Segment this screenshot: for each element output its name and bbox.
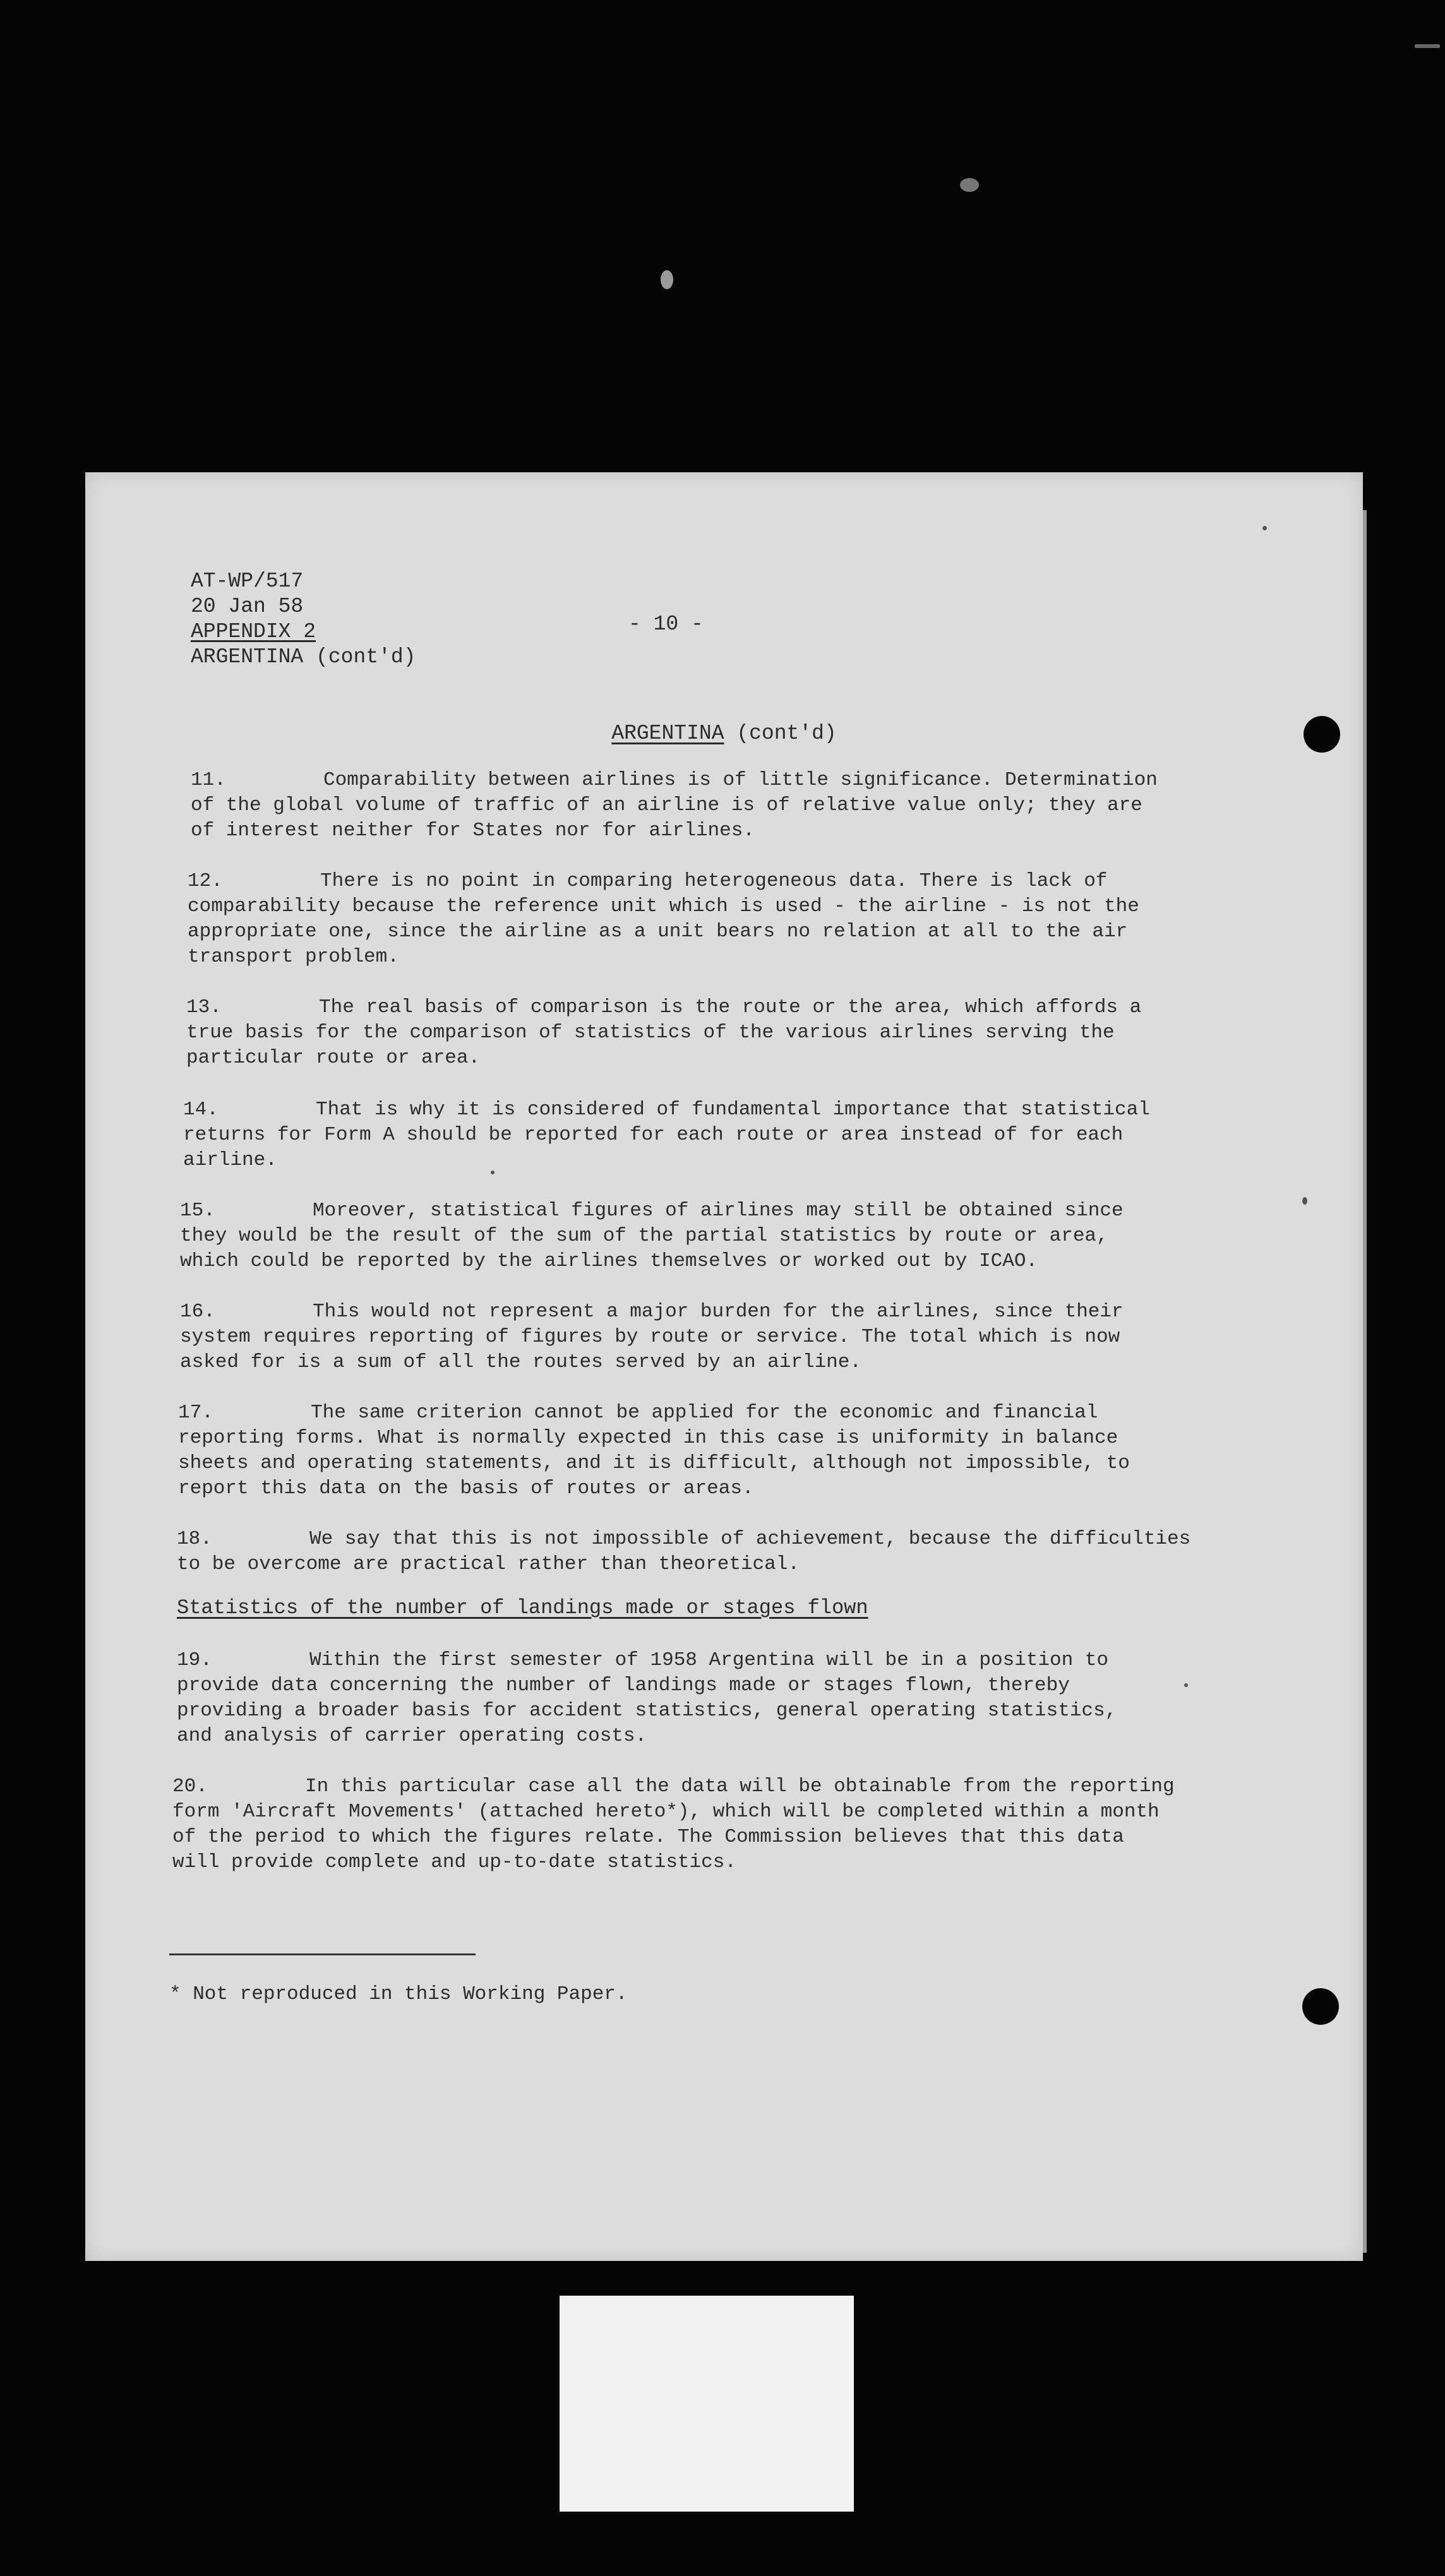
paragraph-number: 15.	[180, 1200, 215, 1222]
paragraph-number: 18.	[177, 1528, 212, 1550]
paragraph-number: 20.	[172, 1775, 208, 1798]
section-title	[85, 722, 1363, 745]
footnote: * Not reproduced in this Working Paper.	[169, 1983, 628, 2005]
paragraph-line: of the global volume of traffic of an airline is of relative value only; they are	[191, 794, 1142, 816]
paragraph-line: appropriate one, since the airline as a unit bears no relation at all to the air	[188, 921, 1128, 943]
film-speck	[960, 178, 979, 192]
paragraph-17	[178, 1400, 1264, 1501]
appendix-label: APPENDIX 2	[191, 620, 316, 643]
document-header	[191, 569, 416, 670]
paragraph-13	[186, 995, 1273, 1071]
paragraph-number: 16.	[180, 1301, 215, 1323]
punch-hole-bottom	[1302, 1988, 1339, 2025]
paper-speck	[1184, 1683, 1188, 1687]
document-date: 20 Jan 58	[191, 595, 304, 618]
paragraph-18	[177, 1527, 1301, 1577]
paragraph-line: they would be the result of the sum of the partial statistics by route or area,	[180, 1225, 1108, 1247]
paragraph-line: comparability because the reference unit which is used - the airline - is not the	[188, 895, 1139, 917]
paragraph-line: We say that this is not impossible of achievement, because the difficulties	[309, 1528, 1191, 1550]
paragraph-number: 14.	[183, 1099, 219, 1121]
section-title-country: ARGENTINA	[611, 722, 724, 745]
page-number: - 10 -	[628, 612, 704, 636]
paragraph-line: of the period to which the figures relate. The Commission believes that this data	[172, 1826, 1124, 1848]
paragraph-11	[191, 768, 1277, 844]
paragraph-line: true basis for the comparison of statistics of the various airlines serving the	[186, 1022, 1115, 1044]
paragraph-line: will provide complete and up-to-date statistics.	[172, 1851, 736, 1873]
section-title-suffix: (cont'd)	[724, 722, 837, 745]
paragraph-number: 19.	[177, 1649, 212, 1671]
punch-hole-top	[1304, 716, 1340, 753]
paper-speck	[1262, 526, 1267, 530]
paragraph-line: There is no point in comparing heterogeneous data. There is lack of	[320, 870, 1108, 892]
paragraph-15	[180, 1198, 1266, 1274]
paragraph-line: sheets and operating statements, and it is difficult, although not impossible, to	[178, 1452, 1130, 1474]
film-speck	[661, 270, 673, 289]
paragraph-line: The same criterion cannot be applied for the economic and financial	[311, 1402, 1098, 1424]
paragraph-line: which could be reported by the airlines themselves or worked out by ICAO.	[180, 1250, 1038, 1272]
paragraph-number: 17.	[178, 1402, 213, 1424]
paragraph-line: report this data on the basis of routes or areas.	[178, 1477, 754, 1500]
paper-speck	[491, 1171, 495, 1174]
paragraph-line: The real basis of comparison is the route or the area, which affords a	[319, 996, 1142, 1018]
calibration-card	[560, 2296, 854, 2512]
paragraph-line: providing a broader basis for accident statistics, general operating statistics,	[177, 1700, 1117, 1722]
paragraph-line: particular route or area.	[186, 1047, 481, 1069]
paragraph-16	[180, 1299, 1266, 1375]
document-reference: AT-WP/517	[191, 569, 304, 593]
document-page	[85, 472, 1363, 2261]
paragraph-number: 13.	[186, 996, 222, 1018]
paragraph-line: asked for is a sum of all the routes served by an airline.	[180, 1351, 861, 1373]
paragraph-line: form 'Aircraft Movements' (attached hereto*), which will be completed within a month	[172, 1801, 1160, 1823]
section-subheading: Statistics of the number of landings made or stages flown	[177, 1596, 868, 1619]
paragraph-line: Comparability between airlines is of little significance. Determination	[323, 769, 1158, 791]
paragraph-line: system requires reporting of figures by route or service. The total which is now	[180, 1326, 1120, 1348]
paragraph-line: That is why it is considered of fundamental importance that statistical	[316, 1099, 1150, 1121]
paragraph-line: provide data concerning the number of landings made or stages flown, thereby	[177, 1674, 1070, 1696]
film-speck	[1415, 44, 1440, 48]
paragraph-line: of interest neither for States nor for airlines.	[191, 820, 755, 842]
paragraph-line: This would not represent a major burden for the airlines, since their	[313, 1301, 1124, 1323]
paragraph-line: In this particular case all the data will be obtainable from the reporting	[305, 1775, 1175, 1798]
paragraph-line: to be overcome are practical rather than theoretical.	[177, 1553, 800, 1575]
paragraph-19	[177, 1648, 1263, 1749]
paragraph-14	[183, 1097, 1269, 1173]
paragraph-line: Moreover, statistical figures of airlines may still be obtained since	[313, 1200, 1124, 1222]
paper-speck	[1302, 1197, 1307, 1205]
footnote-divider	[169, 1953, 476, 1955]
paragraph-line: transport problem.	[188, 946, 399, 968]
paragraph-line: returns for Form A should be reported for each route or area instead of for each	[183, 1124, 1124, 1146]
paragraph-line: reporting forms. What is normally expected in this case is uniformity in balance	[178, 1427, 1118, 1449]
paragraph-line: and analysis of carrier operating costs.	[177, 1725, 647, 1747]
paragraph-number: 12.	[188, 870, 223, 892]
country-line: ARGENTINA (cont'd)	[191, 645, 416, 669]
paragraph-12	[188, 869, 1274, 970]
paragraph-line: airline.	[183, 1149, 277, 1171]
paragraph-20	[172, 1774, 1303, 1875]
page-edge	[1363, 510, 1367, 2253]
paragraph-line: Within the first semester of 1958 Argentina will be in a position to	[309, 1649, 1109, 1671]
paragraph-number: 11.	[191, 769, 226, 791]
